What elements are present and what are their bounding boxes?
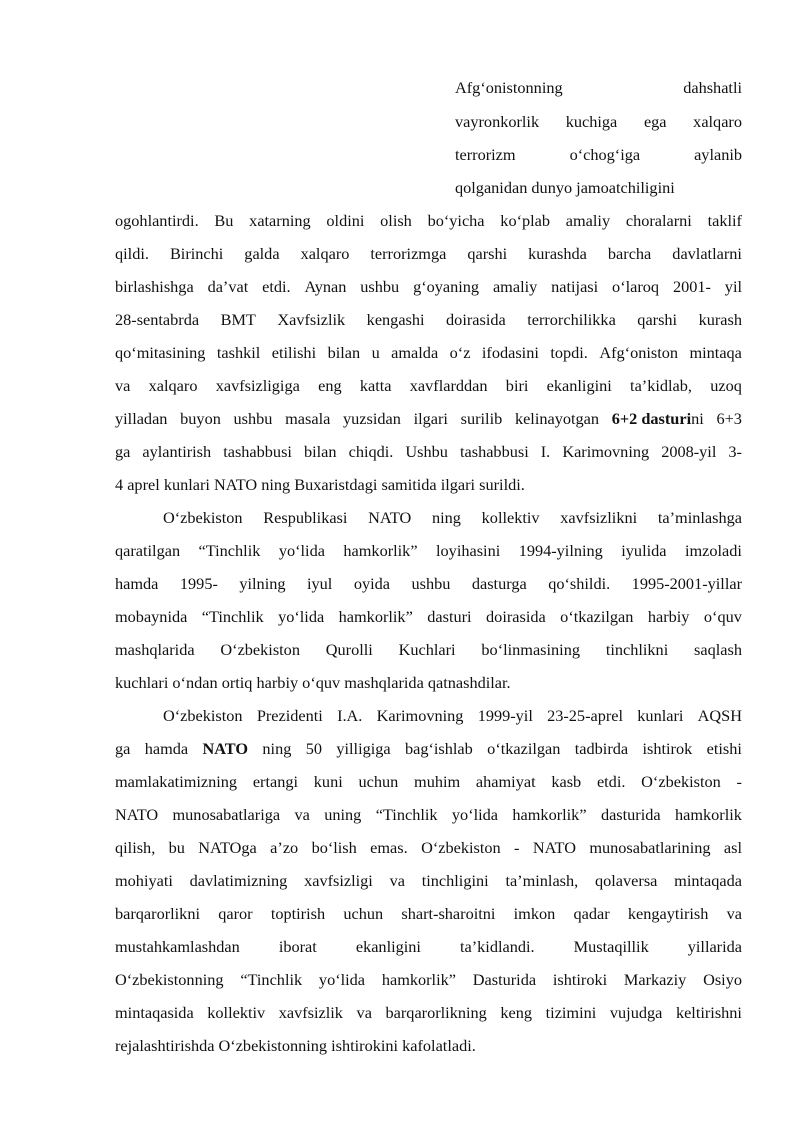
word: tadbirda — [574, 739, 629, 758]
word: O‘zbekiston — [163, 508, 243, 527]
word: katta — [359, 376, 392, 395]
word: Karimovning — [376, 706, 464, 725]
word: kurashda — [528, 244, 587, 263]
word: bu — [168, 838, 185, 857]
text-line — [115, 574, 742, 594]
word: yo‘lida — [451, 805, 499, 824]
text-line — [115, 376, 742, 396]
word: uning — [324, 805, 362, 824]
word: dasturida — [600, 805, 661, 824]
word: “Tinchlik — [240, 970, 303, 989]
word: oyida — [353, 574, 390, 593]
word: 1999-yil — [477, 706, 533, 725]
word: - — [514, 838, 520, 857]
word: qarshi — [637, 310, 678, 329]
word: 2008-yil — [661, 442, 717, 461]
word: xavfsizlikni — [560, 508, 638, 527]
word: qo‘mitasining — [115, 343, 206, 362]
word: O‘zbekiston — [421, 838, 501, 857]
word: qaratilgan — [115, 541, 181, 560]
text-line — [115, 739, 742, 759]
word: choralarni — [625, 211, 692, 230]
text-line — [115, 475, 742, 495]
word: bo‘linmasining — [481, 640, 580, 659]
text-line — [115, 673, 742, 693]
word: rejalashtirishda O‘zbekistonning ishtirokini kafolatladi. — [115, 1036, 476, 1055]
word: ekanligini — [355, 937, 421, 956]
word: tashabbusi — [223, 442, 292, 461]
word: barqarorlikni — [115, 904, 200, 923]
word: va — [294, 805, 310, 824]
word: kuni — [313, 772, 343, 791]
word: muhim — [414, 772, 461, 791]
word: tashabbusi — [459, 442, 529, 461]
word: ushbu — [411, 574, 451, 593]
word: hamda — [115, 574, 159, 593]
word: bo‘lish — [311, 838, 357, 857]
word: NATO — [115, 805, 159, 824]
word: bag‘ishlab — [404, 739, 473, 758]
word: AQSH — [697, 706, 742, 725]
word: Qurolli — [325, 640, 373, 659]
text-line — [115, 442, 742, 462]
word: etdi. — [596, 772, 626, 791]
word: ishtiroki — [552, 970, 608, 989]
word: Prezidenti — [256, 706, 323, 725]
word: qarshi — [467, 244, 508, 263]
word: ga — [115, 442, 131, 461]
word: I. — [540, 442, 551, 461]
text-line — [115, 1003, 742, 1023]
word: tashkil — [216, 343, 261, 362]
word: loyihasini — [436, 541, 501, 560]
word: hamkorlik” — [338, 607, 413, 626]
word: iyulida — [621, 541, 667, 560]
word: o‘chog‘iga — [569, 145, 641, 164]
word: ushbu — [360, 277, 400, 296]
word: davlatlarni — [672, 244, 742, 263]
word: va — [356, 1003, 372, 1022]
word: hamkorlik” — [381, 970, 456, 989]
word: ta’minlash, — [505, 871, 579, 890]
word: va — [115, 376, 131, 395]
word: Bu — [214, 211, 234, 230]
text-line — [115, 871, 742, 891]
word: I.A. — [337, 706, 363, 725]
text-line — [455, 178, 742, 198]
word: qadar — [573, 904, 610, 923]
word: yilning — [239, 574, 286, 593]
word: hamkorlik — [675, 805, 742, 824]
word: NATO — [532, 838, 576, 857]
word: kuchlari o‘ndan ortiq harbiy o‘quv mashqlarida qatnashdilar. — [115, 673, 511, 692]
word: 1995-2001-yillar — [631, 574, 742, 593]
text-line — [115, 937, 742, 957]
word: keng — [500, 1003, 533, 1022]
word: O‘zbekiston — [641, 772, 721, 791]
word: yilligiga — [336, 739, 391, 758]
word: kurash — [698, 310, 742, 329]
text-line — [115, 244, 742, 264]
word: iyul — [306, 574, 333, 593]
word: terrorchilikka — [527, 310, 616, 329]
word: tinchlikni — [605, 640, 669, 659]
word: - — [736, 772, 742, 791]
word: “Tinchlik — [375, 805, 438, 824]
text-line — [115, 805, 742, 825]
word: ta’minlashga — [657, 508, 742, 527]
word: kollektiv — [207, 1003, 266, 1022]
word: barcha — [607, 244, 652, 263]
word: kasb — [551, 772, 582, 791]
word: g‘oyaning — [413, 277, 480, 296]
word: Markaziy — [623, 970, 687, 989]
word: NATO — [368, 508, 412, 527]
word: ko‘plab — [500, 211, 551, 230]
word: oldini — [326, 211, 365, 230]
word: ta’kidlandi. — [459, 937, 535, 956]
word: 4 aprel kunlari NATO ning Buxaristdagi samitida ilgari surildi. — [115, 475, 525, 494]
word: o‘laroq — [612, 277, 660, 296]
word: terrorizmga — [370, 244, 447, 263]
word: 23-25-aprel — [547, 706, 624, 725]
word: O‘zbekistonning — [115, 970, 224, 989]
word: NATOga — [198, 838, 257, 857]
word: mamlakatimizning — [115, 772, 238, 791]
word: harbiy — [647, 607, 690, 626]
word: topdi. — [550, 343, 588, 362]
text-line — [455, 78, 742, 98]
word: imzoladi — [684, 541, 742, 560]
word: ega — [643, 112, 667, 131]
word: kunlari — [637, 706, 684, 725]
word: asl — [723, 838, 742, 857]
word: va — [726, 904, 742, 923]
word: xalqaro — [693, 112, 742, 131]
text-line — [115, 310, 742, 330]
text-line — [163, 508, 742, 528]
word: aylanib — [694, 145, 742, 164]
word: eng — [318, 376, 342, 395]
word: shart-sharoitni — [401, 904, 496, 923]
word: aylantirish — [142, 442, 212, 461]
word: Afg‘oniston — [599, 343, 679, 362]
word: vujudga — [609, 1003, 663, 1022]
word: birlashishga — [115, 277, 194, 296]
word: O‘zbekiston — [220, 640, 300, 659]
text-line — [115, 838, 742, 858]
word: hamkorlik” — [343, 541, 418, 560]
word: keltirishni — [675, 1003, 742, 1022]
text-line — [115, 607, 742, 627]
word: qolganidan dunyo jamoatchiligini — [455, 178, 675, 197]
word: masala — [285, 409, 331, 428]
word: etdi. — [262, 277, 291, 296]
word: imkon — [513, 904, 556, 923]
text-line — [455, 112, 742, 132]
word: Xavfsizlik — [277, 310, 346, 329]
text-line — [115, 970, 742, 990]
text-line — [115, 904, 742, 924]
word: taklif — [707, 211, 742, 230]
word: kelinayotgan — [514, 409, 600, 428]
word: mintaqasida — [115, 1003, 194, 1022]
word: yillarida — [687, 937, 742, 956]
word: xatarning — [249, 211, 311, 230]
word: a’zo — [270, 838, 299, 857]
word: u — [371, 343, 380, 362]
bold-term: 6+2 dasturi — [611, 409, 692, 428]
word: dahshatli — [683, 78, 742, 97]
word: Osiyo — [703, 970, 742, 989]
word: olish — [380, 211, 412, 230]
word: barqarorlikning — [385, 1003, 487, 1022]
word: “Tinchlik — [198, 541, 261, 560]
word: chiqdi. — [348, 442, 394, 461]
word: kuchiga — [565, 112, 618, 131]
word: galda — [244, 244, 280, 263]
text-line — [115, 277, 742, 297]
word: yo‘lida — [278, 607, 325, 626]
word: kollektiv — [481, 508, 540, 527]
word: dasturga — [471, 574, 527, 593]
text-line — [455, 145, 742, 165]
word: Mustaqillik — [573, 937, 649, 956]
word: saqlash — [694, 640, 742, 659]
word: BMT — [220, 310, 256, 329]
word: xalqaro — [300, 244, 350, 263]
word: tizimini — [545, 1003, 597, 1022]
word: Aynan — [304, 277, 347, 296]
word: Birinchi — [169, 244, 224, 263]
word: va — [389, 871, 405, 890]
word: biri — [505, 376, 529, 395]
text-line — [115, 541, 742, 561]
word: uchun — [343, 904, 384, 923]
word: qolaversa — [595, 871, 658, 890]
word: “Tinchlik — [201, 607, 264, 626]
word: mohiyati — [115, 871, 173, 890]
word: emas. — [370, 838, 408, 857]
word: qo‘shildi. — [548, 574, 611, 593]
word: amaliy — [565, 211, 611, 230]
text-line — [163, 706, 742, 726]
word: Ushbu — [405, 442, 448, 461]
word: ekanligini — [546, 376, 612, 395]
word: qilish, — [115, 838, 156, 857]
word: qildi. — [115, 244, 149, 263]
word: o‘tkazilgan — [487, 739, 561, 758]
word: 50 — [305, 739, 322, 758]
word: Dasturida — [472, 970, 537, 989]
word-suffix: ni — [691, 409, 704, 428]
word: mustahkamlashdan — [115, 937, 240, 956]
word: yo‘lida — [318, 970, 366, 989]
word: uchun — [358, 772, 399, 791]
word: terrorizm — [455, 145, 516, 164]
word: o‘tkazilgan — [560, 607, 634, 626]
word: qaror — [218, 904, 253, 923]
text-line — [115, 640, 742, 660]
word: natijasi — [551, 277, 599, 296]
word: davlatimizning — [189, 871, 288, 890]
word: ishtirok — [642, 739, 693, 758]
word: Afg‘onistonning — [455, 78, 563, 97]
word: ertangi — [252, 772, 299, 791]
word: 2001- — [672, 277, 711, 296]
word: dasturi — [427, 607, 472, 626]
text-line — [115, 772, 742, 792]
word: xavfsizligiga — [215, 376, 300, 395]
word: o‘quv — [703, 607, 742, 626]
word: munosabatlariga — [172, 805, 281, 824]
word: kengashi — [366, 310, 425, 329]
word: mashqlarida — [115, 640, 195, 659]
word: yilladan — [115, 409, 168, 428]
word: 3- — [728, 442, 742, 461]
word: xavfsizligi — [304, 871, 373, 890]
word: uzoq — [710, 376, 742, 395]
word: Kuchlari — [398, 640, 456, 659]
word: ogohlantirdi. — [115, 211, 199, 230]
word: ilgari — [413, 409, 448, 428]
word: hamda — [144, 739, 189, 758]
word — [612, 409, 704, 429]
word: etishi — [706, 739, 742, 758]
word: doirasida — [486, 607, 546, 626]
word: xavfsizlik — [278, 1003, 343, 1022]
word: ushbu — [233, 409, 273, 428]
word: ga — [115, 739, 131, 758]
word: ifodasini — [481, 343, 539, 362]
word: iborat — [278, 937, 317, 956]
word: etilishi — [271, 343, 317, 362]
word: kengaytirish — [627, 904, 709, 923]
word: mobaynida — [115, 607, 188, 626]
word: O‘zbekiston — [163, 706, 243, 725]
word: yo‘lida — [278, 541, 325, 560]
word: 1995- — [179, 574, 218, 593]
word: amalda — [391, 343, 439, 362]
word: tinchligini — [421, 871, 489, 890]
word: toptirish — [270, 904, 326, 923]
word: bo‘yicha — [427, 211, 485, 230]
text-line — [115, 1036, 742, 1056]
word: ta’kidlab, — [630, 376, 692, 395]
word: amaliy — [492, 277, 538, 296]
word: bilan — [327, 343, 361, 362]
text-line — [115, 409, 742, 429]
word: mintaqa — [689, 343, 742, 362]
word: munosabatlarining — [589, 838, 711, 857]
word: ahamiyat — [475, 772, 536, 791]
word: surilib — [460, 409, 503, 428]
word: mintaqada — [674, 871, 742, 890]
word: vayronkorlik — [455, 112, 540, 131]
word: doirasida — [446, 310, 506, 329]
bold-term: NATO — [202, 739, 249, 758]
word: hamkorlik” — [512, 805, 587, 824]
word: buyon — [180, 409, 221, 428]
word: Karimovning — [562, 442, 650, 461]
word: ning — [262, 739, 292, 758]
word: bilan — [303, 442, 337, 461]
word: da’vat — [207, 277, 249, 296]
word: 28-sentabrda — [115, 310, 200, 329]
word: ning — [431, 508, 461, 527]
word: xalqaro — [148, 376, 198, 395]
word: o‘z — [449, 343, 471, 362]
word: 1994-yilning — [518, 541, 603, 560]
word: yuzsidan — [343, 409, 401, 428]
word: yil — [724, 277, 742, 296]
text-line — [115, 343, 742, 363]
text-line — [115, 211, 742, 231]
word: 6+3 — [716, 409, 742, 428]
word: Respublikasi — [263, 508, 348, 527]
word: xavflarddan — [409, 376, 488, 395]
